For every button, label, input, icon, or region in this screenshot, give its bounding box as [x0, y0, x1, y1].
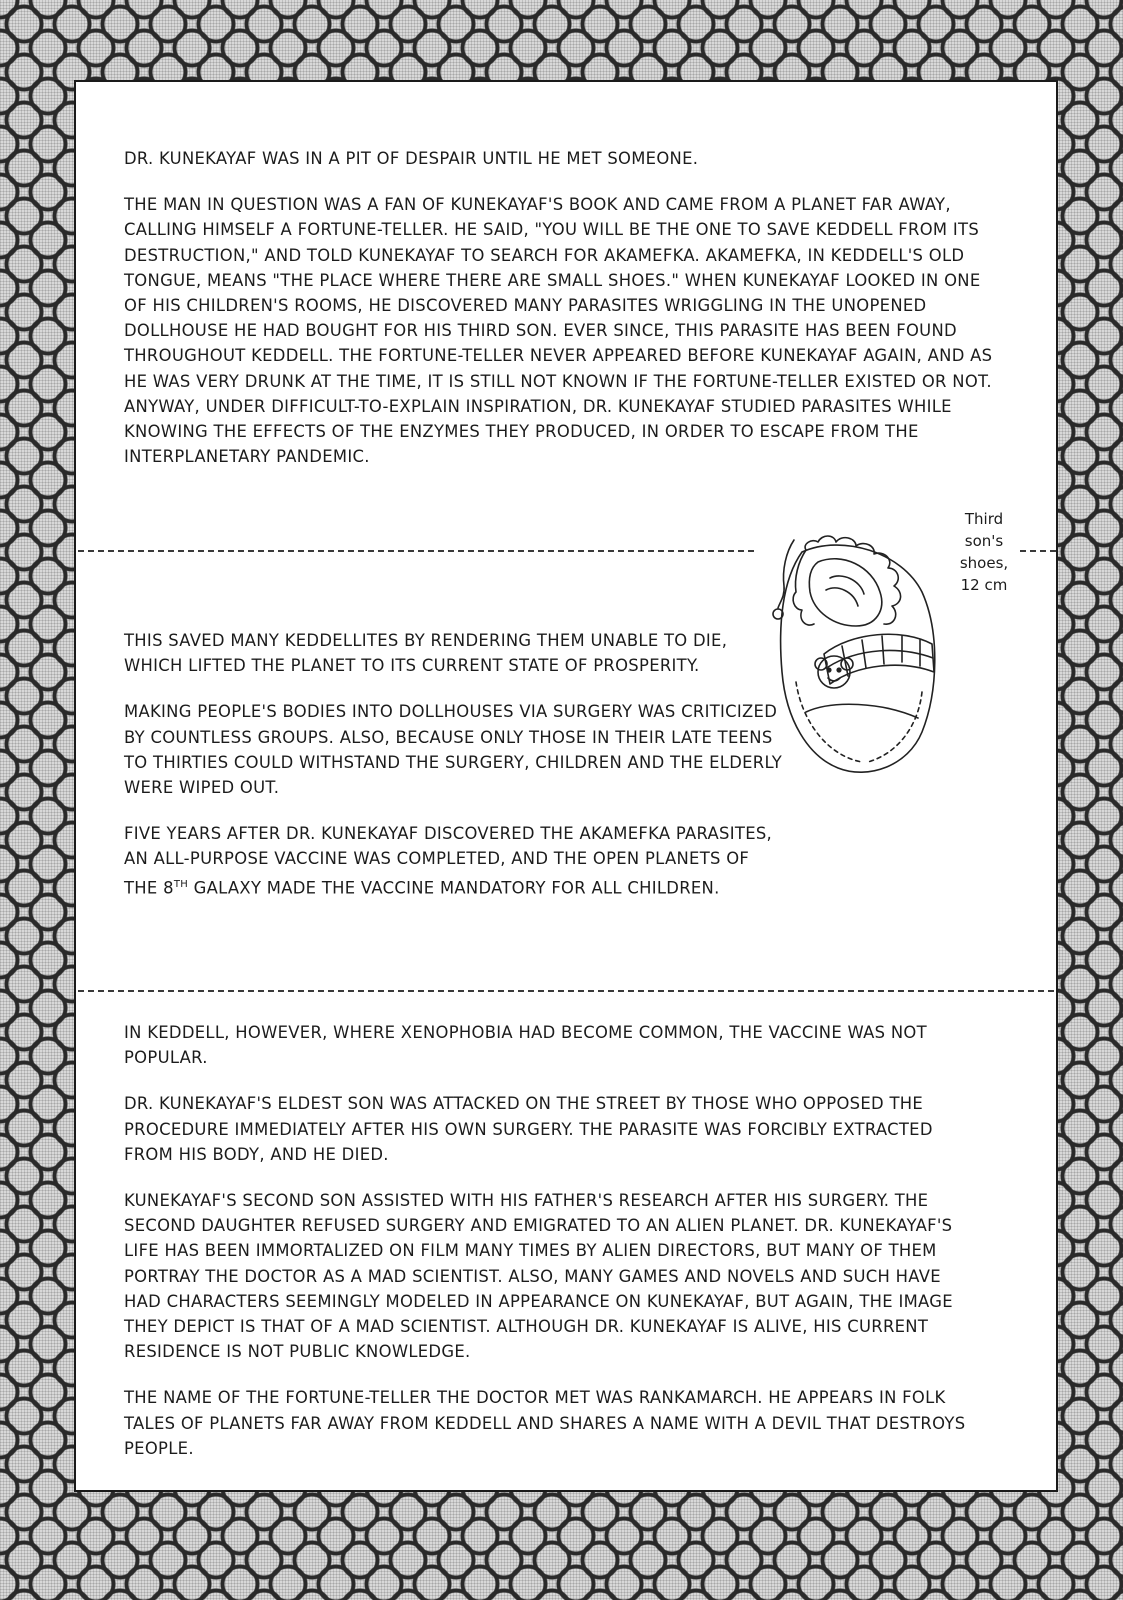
baby-shoe-illustration: [772, 522, 944, 784]
caption-line: Third: [964, 510, 1004, 528]
paragraph: KUNEKAYAF'S SECOND SON ASSISTED WITH HIS FATHER'S RESEARCH AFTER HIS SURGERY. THE SECOND DAUGHTER REFUSED SURGERY AND EMIGRATED TO AN ALIEN PLANET. DR. KUNEKAYAF'S LIFE HAS BEEN IMMORTALIZED ON FILM MANY TIMES BY ALIEN DIRECTORS, BUT MANY OF THEM PORTRAY THE DOCTOR AS A MAD SCIENTIST. ALSO, MANY GAMES AND NOVELS AND SUCH HAVE HAD CHARACTERS SEEMINGLY MODELED IN APPEARANCE ON KUNEKAYAF, BUT AGAIN, THE IMAGE THEY DEPICT IS THAT OF A MAD SCIENTIST. ALTHOUGH DR. KUNEKAYAF IS ALIVE, HIS CURRENT RESIDENCE IS NOT PUBLIC KNOWLEDGE.: [124, 1191, 953, 1362]
dashed-divider: [78, 550, 754, 552]
paragraph: DR. KUNEKAYAF'S ELDEST SON WAS ATTACKED ON THE STREET BY THOSE WHO OPPOSED THE PROCEDURE IMMEDIATELY AFTER HIS OWN SURGERY. THE PARASITE WAS FORCIBLY EXTRACTED FROM HIS BODY, AND HE DIED.: [124, 1094, 933, 1164]
caption-line: 12 cm: [960, 576, 1008, 594]
section-aftermath: [124, 1020, 974, 1461]
paragraph: THE MAN IN QUESTION WAS A FAN OF KUNEKAYAF'S BOOK AND CAME FROM A PLANET FAR AWAY, CALLING HIMSELF A FORTUNE-TELLER. HE SAID, "YOU WILL BE THE ONE TO SAVE KEDDELL FROM ITS DESTRUCTION," AND TOLD KUNEKAYAF TO SEARCH FOR AKAMEFKA. AKAMEFKA, IN KEDDELL'S OLD TONGUE, MEANS "THE PLACE WHERE THERE ARE SMALL SHOES." WHEN KUNEKAYAF LOOKED IN ONE OF HIS CHILDREN'S ROOMS, HE DISCOVERED MANY PARASITES WRIGGLING IN THE UNOPENED DOLLHOUSE HE HAD BOUGHT FOR HIS THIRD SON. EVER SINCE, THIS PARASITE HAS BEEN FOUND THROUGHOUT KEDDELL. THE FORTUNE-TELLER NEVER APPEARED BEFORE KUNEKAYAF AGAIN, AND AS HE WAS VERY DRUNK AT THE TIME, IT IS STILL NOT KNOWN IF THE FORTUNE-TELLER EXISTED OR NOT. ANYWAY, UNDER DIFFICULT-TO-EXPLAIN INSPIRATION, DR. KUNEKAYAF STUDIED PARASITES WHILE KNOWING THE EFFECTS OF THE ENZYMES THEY PRODUCED, IN ORDER TO ESCAPE FROM THE INTERPLANETARY PANDEMIC.: [124, 195, 993, 467]
shoe-caption: [948, 508, 1020, 596]
text-span: GALAXY MADE THE VACCINE MANDATORY FOR ALL CHILDREN.: [188, 878, 720, 898]
text-span: FIVE YEARS AFTER DR. KUNEKAYAF DISCOVERED THE AKAMEFKA PARASITES, AN ALL-PURPOSE VACCINE WAS COMPLETED, AND THE OPEN PLANETS OF THE 8: [124, 824, 773, 898]
paragraph: IN KEDDELL, HOWEVER, WHERE XENOPHOBIA HAD BECOME COMMON, THE VACCINE WAS NOT POPULAR.: [124, 1023, 927, 1068]
paragraph: MAKING PEOPLE'S BODIES INTO DOLLHOUSES VIA SURGERY WAS CRITICIZED BY COUNTLESS GROUPS. ALSO, BECAUSE ONLY THOSE IN THEIR LATE TEENS TO THIRTIES COULD WITHSTAND THE SURGERY, CHILDREN AND THE ELDERLY WERE WIPED OUT.: [124, 702, 783, 798]
dashed-divider: [78, 990, 1054, 992]
paragraph: THIS SAVED MANY KEDDELLITES BY RENDERING THEM UNABLE TO DIE, WHICH LIFTED THE PLANET TO ITS CURRENT STATE OF PROSPERITY.: [124, 631, 728, 676]
section-vaccine: [124, 628, 784, 900]
dashed-divider: [1020, 550, 1056, 552]
superscript: TH: [173, 878, 189, 890]
text-page: [74, 80, 1058, 1492]
paragraph: DR. KUNEKAYAF WAS IN A PIT OF DESPAIR UNTIL HE MET SOMEONE.: [124, 149, 699, 168]
caption-line: shoes,: [959, 554, 1009, 572]
paragraph: [124, 821, 784, 900]
caption-line: son's: [964, 532, 1004, 550]
section-origin: [124, 146, 1004, 469]
paragraph: THE NAME OF THE FORTUNE-TELLER THE DOCTOR MET WAS RANKAMARCH. HE APPEARS IN FOLK TALES OF PLANETS FAR AWAY FROM KEDDELL AND SHARES A NAME WITH A DEVIL THAT DESTROYS PEOPLE.: [124, 1388, 966, 1458]
